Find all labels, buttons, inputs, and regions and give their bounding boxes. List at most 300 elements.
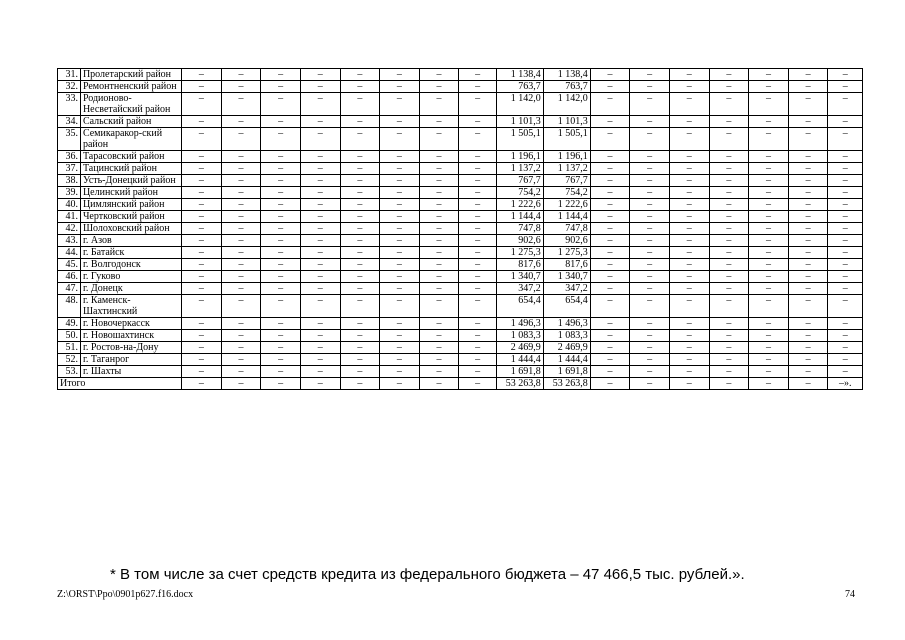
dash-cell: – [669,342,709,354]
dash-cell: – [630,128,670,151]
dash-cell: – [459,187,497,199]
table-row [58,211,863,223]
dash-cell: – [182,247,222,259]
dash-cell: – [419,187,459,199]
dash-cell: – [709,235,749,247]
dash-cell: – [261,223,301,235]
row-end: – [828,223,863,235]
dash-cell: – [380,259,420,271]
dash-cell: – [749,116,789,128]
row-value-1: 347,2 [496,283,543,295]
dash-cell: – [261,163,301,175]
dash-cell: – [380,271,420,283]
dash-cell: – [590,175,630,187]
dash-cell: – [669,330,709,342]
dash-cell: – [630,93,670,116]
dash-cell: – [590,69,630,81]
row-index: 51. [58,342,81,354]
table-row [58,259,863,271]
row-index: 36. [58,151,81,163]
dash-cell: – [221,93,261,116]
dash-cell: – [419,116,459,128]
row-index: 39. [58,187,81,199]
table-row [58,342,863,354]
dash-cell: – [669,116,709,128]
dash-cell: – [261,283,301,295]
row-index: 32. [58,81,81,93]
dash-cell: – [669,318,709,330]
dash-cell: – [182,271,222,283]
row-value-1: 1 222,6 [496,199,543,211]
row-name: Тацинский район [80,163,181,175]
row-value-1: 2 469,9 [496,342,543,354]
row-end: – [828,199,863,211]
dash-cell: – [340,175,380,187]
row-value-2: 1 340,7 [543,271,590,283]
row-end: – [828,93,863,116]
dash-cell: – [590,223,630,235]
row-value-2: 1 222,6 [543,199,590,211]
dash-cell: – [709,223,749,235]
dash-cell: – [300,354,340,366]
dash-cell: – [630,116,670,128]
dash-cell: – [380,175,420,187]
dash-cell: – [261,342,301,354]
dash-cell: – [630,175,670,187]
dash-cell: – [182,116,222,128]
dash-cell: – [261,69,301,81]
dash-cell: – [221,354,261,366]
dash-cell: – [261,151,301,163]
dash-cell: – [380,378,420,390]
dash-cell: – [749,211,789,223]
dash-cell: – [419,93,459,116]
dash-cell: – [590,163,630,175]
table-row [58,283,863,295]
table-row [58,128,863,151]
dash-cell: – [380,211,420,223]
dash-cell: – [340,199,380,211]
dash-cell: – [630,223,670,235]
dash-cell: – [261,378,301,390]
table-row [58,163,863,175]
dash-cell: – [182,354,222,366]
dash-cell: – [419,223,459,235]
dash-cell: – [590,271,630,283]
dash-cell: – [630,163,670,175]
row-value-2: 1 444,4 [543,354,590,366]
dash-cell: – [340,354,380,366]
row-value-1: 1 505,1 [496,128,543,151]
dash-cell: – [419,175,459,187]
dash-cell: – [749,187,789,199]
dash-cell: – [340,366,380,378]
dash-cell: – [182,330,222,342]
dash-cell: – [419,330,459,342]
dash-cell: – [669,163,709,175]
row-value-2: 1 505,1 [543,128,590,151]
dash-cell: – [459,366,497,378]
dash-cell: – [221,128,261,151]
row-index: 40. [58,199,81,211]
dash-cell: – [340,378,380,390]
dash-cell: – [788,271,828,283]
dash-cell: – [419,342,459,354]
row-index: 53. [58,366,81,378]
row-end: – [828,175,863,187]
row-value-2: 817,6 [543,259,590,271]
row-value-2: 1 137,2 [543,163,590,175]
dash-cell: – [419,199,459,211]
dash-cell: – [749,199,789,211]
dash-cell: – [340,128,380,151]
dash-cell: – [261,175,301,187]
file-path: Z:\ORST\Ppo\0901p627.f16.docx [57,589,194,600]
row-end: – [828,295,863,318]
dash-cell: – [459,199,497,211]
row-name: г. Шахты [80,366,181,378]
dash-cell: – [419,378,459,390]
dash-cell: – [669,259,709,271]
row-value-2: 1 275,3 [543,247,590,259]
dash-cell: – [630,271,670,283]
row-name: г. Таганрог [80,354,181,366]
dash-cell: – [709,283,749,295]
dash-cell: – [459,93,497,116]
dash-cell: – [182,187,222,199]
dash-cell: – [261,330,301,342]
dash-cell: – [182,378,222,390]
row-name: г. Азов [80,235,181,247]
dash-cell: – [749,259,789,271]
row-value-1: 654,4 [496,295,543,318]
dash-cell: – [340,295,380,318]
dash-cell: – [221,81,261,93]
row-value-2: 754,2 [543,187,590,199]
row-name: Чертковский район [80,211,181,223]
dash-cell: – [261,354,301,366]
dash-cell: – [709,69,749,81]
dash-cell: – [221,295,261,318]
row-value-1: 767,7 [496,175,543,187]
dash-cell: – [749,283,789,295]
dash-cell: – [459,69,497,81]
dash-cell: – [380,69,420,81]
dash-cell: – [788,175,828,187]
row-index: 50. [58,330,81,342]
row-value-2: 1 083,3 [543,330,590,342]
dash-cell: – [221,223,261,235]
dash-cell: – [261,318,301,330]
dash-cell: – [300,211,340,223]
dash-cell: – [669,69,709,81]
dash-cell: – [419,235,459,247]
row-end: – [828,81,863,93]
row-end: – [828,366,863,378]
row-index: 47. [58,283,81,295]
dash-cell: – [340,259,380,271]
dash-cell: – [419,69,459,81]
dash-cell: – [630,187,670,199]
dash-cell: – [749,247,789,259]
dash-cell: – [590,318,630,330]
dash-cell: – [669,175,709,187]
dash-cell: – [419,271,459,283]
dash-cell: – [380,247,420,259]
table-row [58,354,863,366]
dash-cell: – [419,295,459,318]
dash-cell: – [749,81,789,93]
row-name: г. Каменск-Шахтинский [80,295,181,318]
dash-cell: – [221,235,261,247]
dash-cell: – [590,235,630,247]
dash-cell: – [340,211,380,223]
dash-cell: – [182,366,222,378]
row-index: 37. [58,163,81,175]
dash-cell: – [459,271,497,283]
row-value-2: 1 691,8 [543,366,590,378]
row-value-1: 763,7 [496,81,543,93]
dash-cell: – [459,247,497,259]
dash-cell: – [709,354,749,366]
row-end: – [828,271,863,283]
dash-cell: – [788,187,828,199]
table-row [58,175,863,187]
dash-cell: – [630,211,670,223]
dash-cell: – [459,81,497,93]
dash-cell: – [669,199,709,211]
row-value-2: 747,8 [543,223,590,235]
row-index: 34. [58,116,81,128]
dash-cell: – [749,330,789,342]
dash-cell: – [590,330,630,342]
dash-cell: – [590,93,630,116]
dash-cell: – [669,295,709,318]
dash-cell: – [788,69,828,81]
dash-cell: – [788,247,828,259]
row-index: 48. [58,295,81,318]
dash-cell: – [749,378,789,390]
dash-cell: – [749,128,789,151]
dash-cell: – [419,354,459,366]
dash-cell: – [380,116,420,128]
dash-cell: – [669,247,709,259]
dash-cell: – [788,93,828,116]
dash-cell: – [380,330,420,342]
dash-cell: – [419,211,459,223]
dash-cell: – [261,271,301,283]
row-index: 31. [58,69,81,81]
dash-cell: – [669,271,709,283]
dash-cell: – [419,128,459,151]
dash-cell: – [749,175,789,187]
dash-cell: – [221,199,261,211]
dash-cell: – [261,366,301,378]
dash-cell: – [182,283,222,295]
dash-cell: – [788,342,828,354]
row-end: – [828,69,863,81]
dash-cell: – [590,211,630,223]
dash-cell: – [630,295,670,318]
dash-cell: – [709,342,749,354]
row-index: 45. [58,259,81,271]
dash-cell: – [380,283,420,295]
dash-cell: – [590,295,630,318]
row-name: Ремонтненский район [80,81,181,93]
row-value-1: 1 138,4 [496,69,543,81]
row-value-1: 1 144,4 [496,211,543,223]
dash-cell: – [300,283,340,295]
dash-cell: – [182,163,222,175]
dash-cell: – [669,81,709,93]
dash-cell: – [630,330,670,342]
dash-cell: – [340,163,380,175]
row-end: – [828,283,863,295]
dash-cell: – [459,354,497,366]
dash-cell: – [300,93,340,116]
dash-cell: – [788,259,828,271]
row-value-1: 1 196,1 [496,151,543,163]
total-label: Итого [58,378,182,390]
row-value-2: 1 144,4 [543,211,590,223]
dash-cell: – [709,259,749,271]
table-row [58,235,863,247]
dash-cell: – [300,187,340,199]
dash-cell: – [590,259,630,271]
dash-cell: – [669,211,709,223]
dash-cell: – [749,235,789,247]
dash-cell: – [788,295,828,318]
dash-cell: – [300,247,340,259]
dash-cell: – [590,354,630,366]
dash-cell: – [788,211,828,223]
dash-cell: – [788,116,828,128]
dash-cell: – [630,366,670,378]
row-name: Цимлянский район [80,199,181,211]
dash-cell: – [669,366,709,378]
row-value-1: 1 691,8 [496,366,543,378]
dash-cell: – [380,354,420,366]
dash-cell: – [380,93,420,116]
dash-cell: – [182,211,222,223]
dash-cell: – [300,81,340,93]
dash-cell: – [340,187,380,199]
row-end: – [828,116,863,128]
dash-cell: – [749,295,789,318]
row-name: г. Ростов-на-Дону [80,342,181,354]
row-value-2: 347,2 [543,283,590,295]
dash-cell: – [459,151,497,163]
dash-cell: – [590,283,630,295]
dash-cell: – [630,235,670,247]
row-value-1: 1 275,3 [496,247,543,259]
dash-cell: – [300,295,340,318]
dash-cell: – [300,366,340,378]
dash-cell: – [630,81,670,93]
dash-cell: – [669,187,709,199]
table-row [58,247,863,259]
dash-cell: – [182,318,222,330]
dash-cell: – [182,93,222,116]
dash-cell: – [300,223,340,235]
row-index: 42. [58,223,81,235]
table-body [58,69,863,390]
table-row [58,330,863,342]
dash-cell: – [788,235,828,247]
row-value-2: 2 469,9 [543,342,590,354]
budget-table [57,68,863,390]
dash-cell: – [380,235,420,247]
dash-cell: – [340,330,380,342]
dash-cell: – [749,354,789,366]
table-row [58,295,863,318]
dash-cell: – [380,342,420,354]
dash-cell: – [340,271,380,283]
row-end: – [828,151,863,163]
dash-cell: – [261,247,301,259]
row-value-1: 1 101,3 [496,116,543,128]
row-name: г. Новочеркасск [80,318,181,330]
dash-cell: – [182,259,222,271]
footnote: * В том числе за счет средств кредита из федерального бюджета – 47 466,5 тыс. рублей.». [110,566,745,583]
total-value-1: 53 263,8 [496,378,543,390]
dash-cell: – [630,247,670,259]
dash-cell: – [419,247,459,259]
dash-cell: – [182,128,222,151]
dash-cell: – [709,247,749,259]
dash-cell: – [182,69,222,81]
dash-cell: – [630,259,670,271]
table-row [58,271,863,283]
dash-cell: – [590,378,630,390]
dash-cell: – [340,283,380,295]
row-index: 52. [58,354,81,366]
row-name: Родионово-Несветайский район [80,93,181,116]
table-row [58,318,863,330]
dash-cell: – [669,223,709,235]
dash-cell: – [300,330,340,342]
dash-cell: – [340,247,380,259]
dash-cell: – [221,342,261,354]
dash-cell: – [419,366,459,378]
dash-cell: – [709,163,749,175]
dash-cell: – [261,235,301,247]
dash-cell: – [709,128,749,151]
dash-cell: – [221,163,261,175]
dash-cell: – [300,175,340,187]
row-value-2: 1 101,3 [543,116,590,128]
dash-cell: – [300,259,340,271]
dash-cell: – [221,366,261,378]
dash-cell: – [221,69,261,81]
dash-cell: – [380,81,420,93]
dash-cell: – [749,163,789,175]
row-index: 33. [58,93,81,116]
dash-cell: – [788,151,828,163]
dash-cell: – [221,330,261,342]
dash-cell: – [261,81,301,93]
dash-cell: – [300,199,340,211]
row-end: – [828,259,863,271]
row-name: г. Гуково [80,271,181,283]
total-value-2: 53 263,8 [543,378,590,390]
dash-cell: – [669,283,709,295]
table-row [58,366,863,378]
dash-cell: – [709,151,749,163]
dash-cell: – [419,151,459,163]
dash-cell: – [788,366,828,378]
dash-cell: – [419,318,459,330]
